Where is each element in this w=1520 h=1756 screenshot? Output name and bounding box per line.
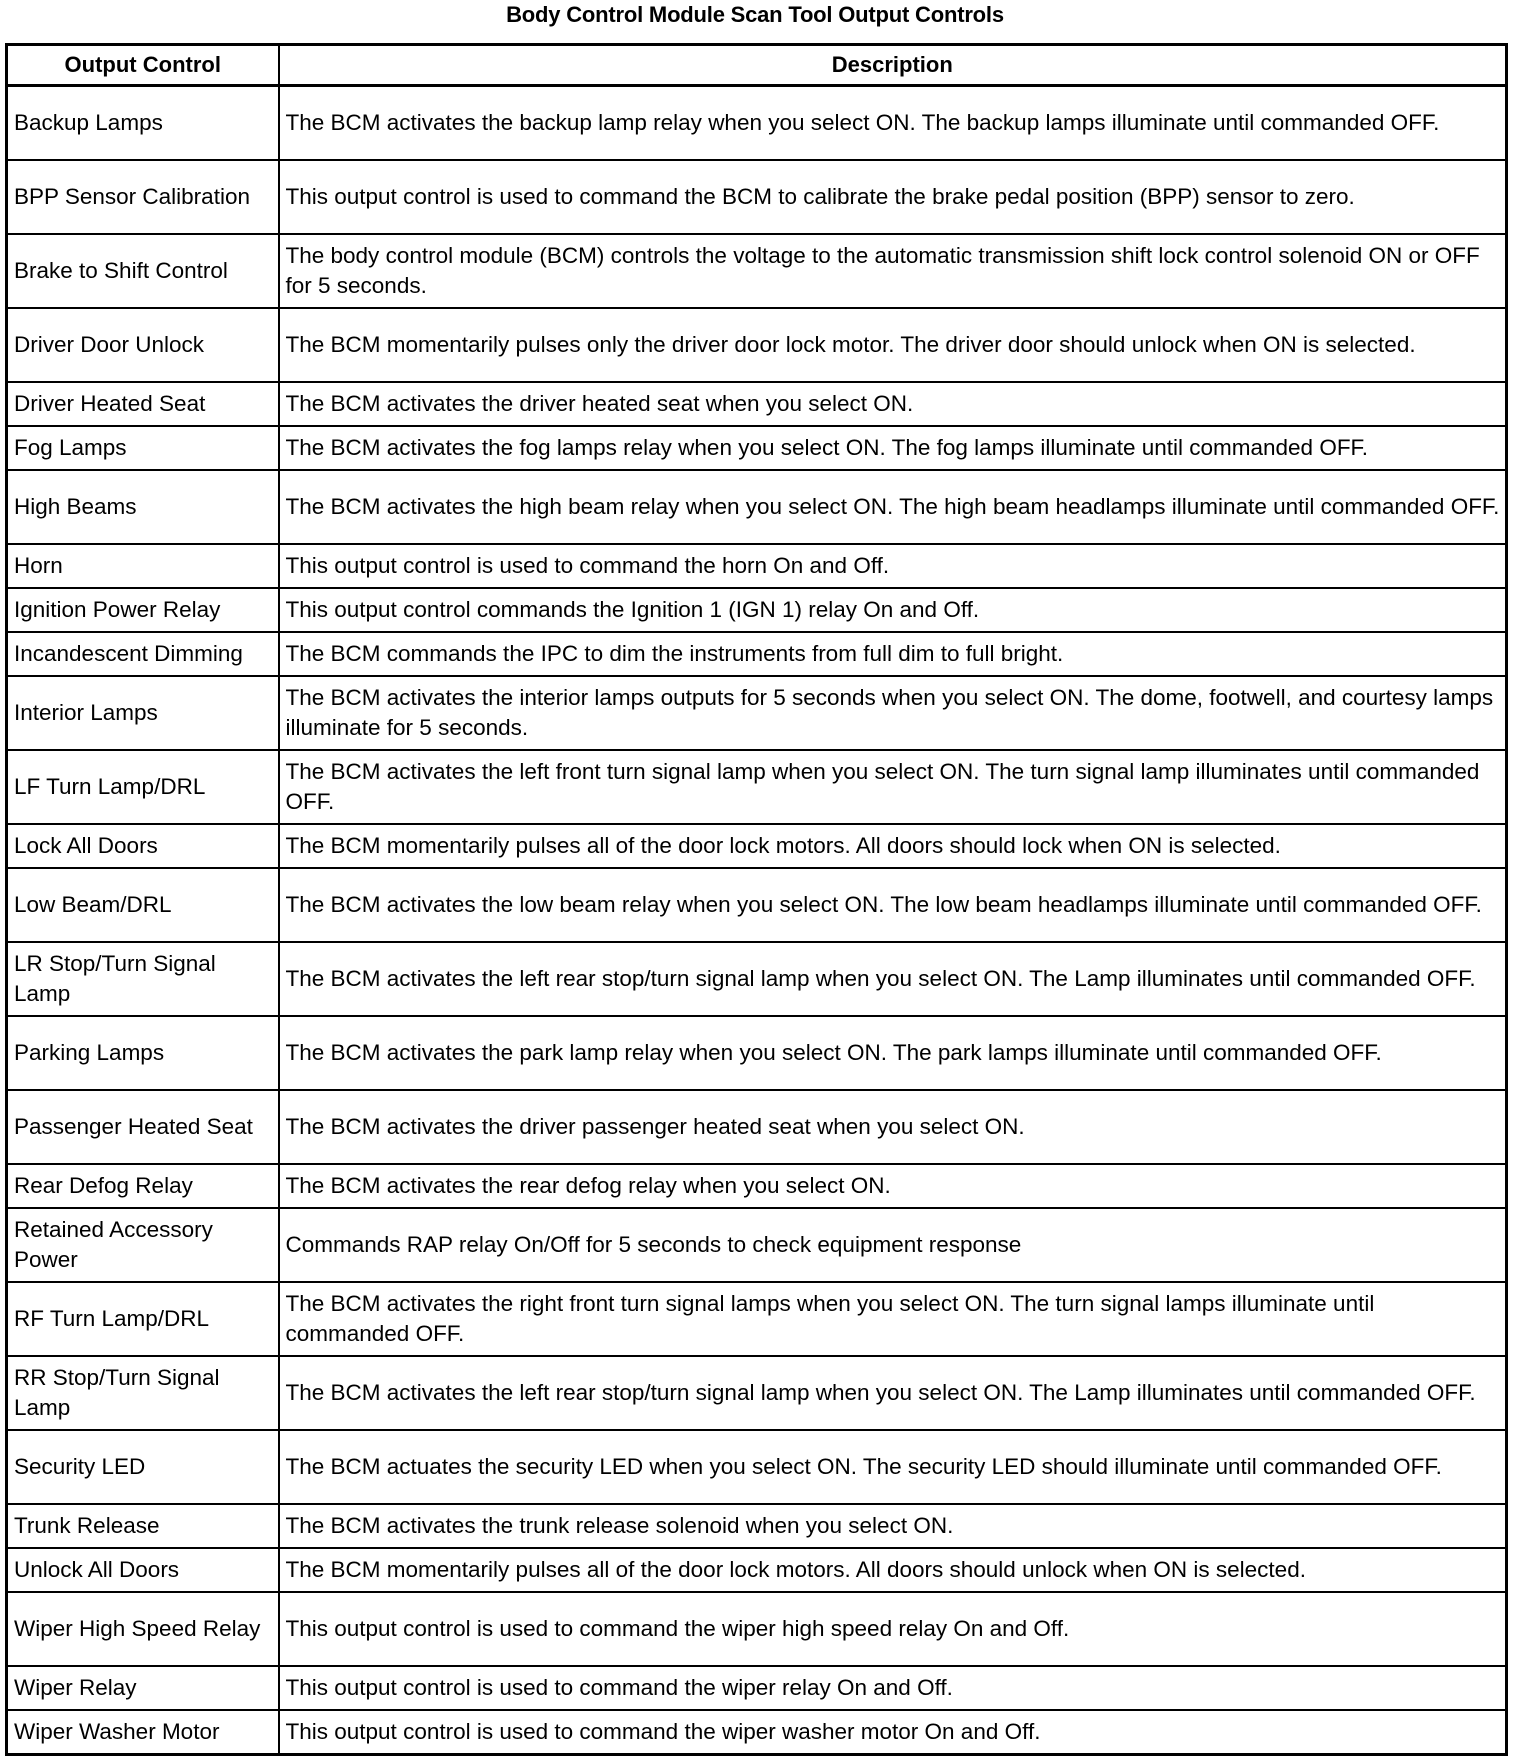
- output-controls-table: [5, 43, 1508, 1756]
- table-row: [7, 1090, 1507, 1164]
- description-cell: Commands RAP relay On/Off for 5 seconds to check equipment response: [279, 1208, 1507, 1282]
- table-row: [7, 544, 1507, 588]
- table-header-row: [7, 45, 1507, 86]
- output-control-cell: Ignition Power Relay: [7, 588, 279, 632]
- output-control-cell: RR Stop/Turn Signal Lamp: [7, 1356, 279, 1430]
- table-row: [7, 1016, 1507, 1090]
- description-cell: The BCM activates the driver passenger heated seat when you select ON.: [279, 1090, 1507, 1164]
- table-row: [7, 1666, 1507, 1710]
- table-row: [7, 1710, 1507, 1755]
- output-control-cell: RF Turn Lamp/DRL: [7, 1282, 279, 1356]
- output-control-cell: Incandescent Dimming: [7, 632, 279, 676]
- output-control-cell: Brake to Shift Control: [7, 234, 279, 308]
- table-row: [7, 1164, 1507, 1208]
- description-cell: The BCM activates the trunk release solenoid when you select ON.: [279, 1504, 1507, 1548]
- output-control-cell: Security LED: [7, 1430, 279, 1504]
- table-body: [7, 86, 1507, 1755]
- description-cell: The BCM activates the left front turn signal lamp when you select ON. The turn signal lamp illuminates until commanded OFF.: [279, 750, 1507, 824]
- output-control-cell: Wiper Relay: [7, 1666, 279, 1710]
- output-control-cell: Trunk Release: [7, 1504, 279, 1548]
- description-cell: The BCM activates the right front turn signal lamps when you select ON. The turn signal lamps illuminate until commanded OFF.: [279, 1282, 1507, 1356]
- description-cell: This output control is used to command the BCM to calibrate the brake pedal position (BPP) sensor to zero.: [279, 160, 1507, 234]
- table-row: [7, 676, 1507, 750]
- description-cell: The BCM momentarily pulses only the driver door lock motor. The driver door should unlock when ON is selected.: [279, 308, 1507, 382]
- description-cell: This output control is used to command the horn On and Off.: [279, 544, 1507, 588]
- column-header-output-control: Output Control: [7, 45, 279, 86]
- description-cell: The BCM activates the park lamp relay when you select ON. The park lamps illuminate until commanded OFF.: [279, 1016, 1507, 1090]
- description-cell: The BCM activates the left rear stop/turn signal lamp when you select ON. The Lamp illuminates until commanded OFF.: [279, 942, 1507, 1016]
- table-row: [7, 1548, 1507, 1592]
- table-row: [7, 86, 1507, 161]
- description-cell: This output control is used to command the wiper washer motor On and Off.: [279, 1710, 1507, 1755]
- output-control-cell: Low Beam/DRL: [7, 868, 279, 942]
- description-cell: The BCM momentarily pulses all of the door lock motors. All doors should lock when ON is selected.: [279, 824, 1507, 868]
- description-cell: This output control is used to command the wiper high speed relay On and Off.: [279, 1592, 1507, 1666]
- table-row: [7, 942, 1507, 1016]
- description-cell: The BCM activates the backup lamp relay when you select ON. The backup lamps illuminate until commanded OFF.: [279, 86, 1507, 161]
- table-row: [7, 868, 1507, 942]
- output-control-cell: Backup Lamps: [7, 86, 279, 161]
- output-control-cell: Horn: [7, 544, 279, 588]
- output-control-cell: Retained Accessory Power: [7, 1208, 279, 1282]
- output-control-cell: Driver Heated Seat: [7, 382, 279, 426]
- table-row: [7, 234, 1507, 308]
- output-control-cell: High Beams: [7, 470, 279, 544]
- table-row: [7, 1430, 1507, 1504]
- document-title: Body Control Module Scan Tool Output Controls: [506, 2, 1004, 27]
- description-cell: The BCM activates the fog lamps relay when you select ON. The fog lamps illuminate until commanded OFF.: [279, 426, 1507, 470]
- description-cell: The body control module (BCM) controls the voltage to the automatic transmission shift lock control solenoid ON or OFF for 5 seconds.: [279, 234, 1507, 308]
- output-control-cell: Driver Door Unlock: [7, 308, 279, 382]
- description-cell: The BCM actuates the security LED when you select ON. The security LED should illuminate until commanded OFF.: [279, 1430, 1507, 1504]
- output-control-cell: Wiper Washer Motor: [7, 1710, 279, 1755]
- description-cell: The BCM commands the IPC to dim the instruments from full dim to full bright.: [279, 632, 1507, 676]
- output-control-cell: Interior Lamps: [7, 676, 279, 750]
- output-control-cell: Rear Defog Relay: [7, 1164, 279, 1208]
- description-cell: The BCM activates the high beam relay when you select ON. The high beam headlamps illuminate until commanded OFF.: [279, 470, 1507, 544]
- table-row: [7, 308, 1507, 382]
- table-row: [7, 382, 1507, 426]
- output-control-cell: LR Stop/Turn Signal Lamp: [7, 942, 279, 1016]
- table-row: [7, 160, 1507, 234]
- output-control-cell: Unlock All Doors: [7, 1548, 279, 1592]
- output-control-cell: Passenger Heated Seat: [7, 1090, 279, 1164]
- description-cell: The BCM activates the interior lamps outputs for 5 seconds when you select ON. The dome, footwell, and courtesy lamps illuminate for 5 seconds.: [279, 676, 1507, 750]
- description-cell: This output control is used to command the wiper relay On and Off.: [279, 1666, 1507, 1710]
- table-row: [7, 588, 1507, 632]
- table-row: [7, 632, 1507, 676]
- table-row: [7, 1356, 1507, 1430]
- description-cell: The BCM activates the driver heated seat when you select ON.: [279, 382, 1507, 426]
- table-row: [7, 824, 1507, 868]
- description-cell: The BCM momentarily pulses all of the door lock motors. All doors should unlock when ON is selected.: [279, 1548, 1507, 1592]
- output-control-cell: Lock All Doors: [7, 824, 279, 868]
- output-control-cell: Wiper High Speed Relay: [7, 1592, 279, 1666]
- description-cell: The BCM activates the rear defog relay when you select ON.: [279, 1164, 1507, 1208]
- output-control-cell: LF Turn Lamp/DRL: [7, 750, 279, 824]
- output-control-cell: Fog Lamps: [7, 426, 279, 470]
- output-control-cell: Parking Lamps: [7, 1016, 279, 1090]
- table-row: [7, 470, 1507, 544]
- description-cell: This output control commands the Ignition 1 (IGN 1) relay On and Off.: [279, 588, 1507, 632]
- table-row: [7, 1208, 1507, 1282]
- column-header-description: Description: [279, 45, 1507, 86]
- description-cell: The BCM activates the low beam relay when you select ON. The low beam headlamps illuminate until commanded OFF.: [279, 868, 1507, 942]
- table-row: [7, 1504, 1507, 1548]
- output-control-cell: BPP Sensor Calibration: [7, 160, 279, 234]
- table-row: [7, 750, 1507, 824]
- table-row: [7, 1282, 1507, 1356]
- table-row: [7, 1592, 1507, 1666]
- description-cell: The BCM activates the left rear stop/turn signal lamp when you select ON. The Lamp illuminates until commanded OFF.: [279, 1356, 1507, 1430]
- table-row: [7, 426, 1507, 470]
